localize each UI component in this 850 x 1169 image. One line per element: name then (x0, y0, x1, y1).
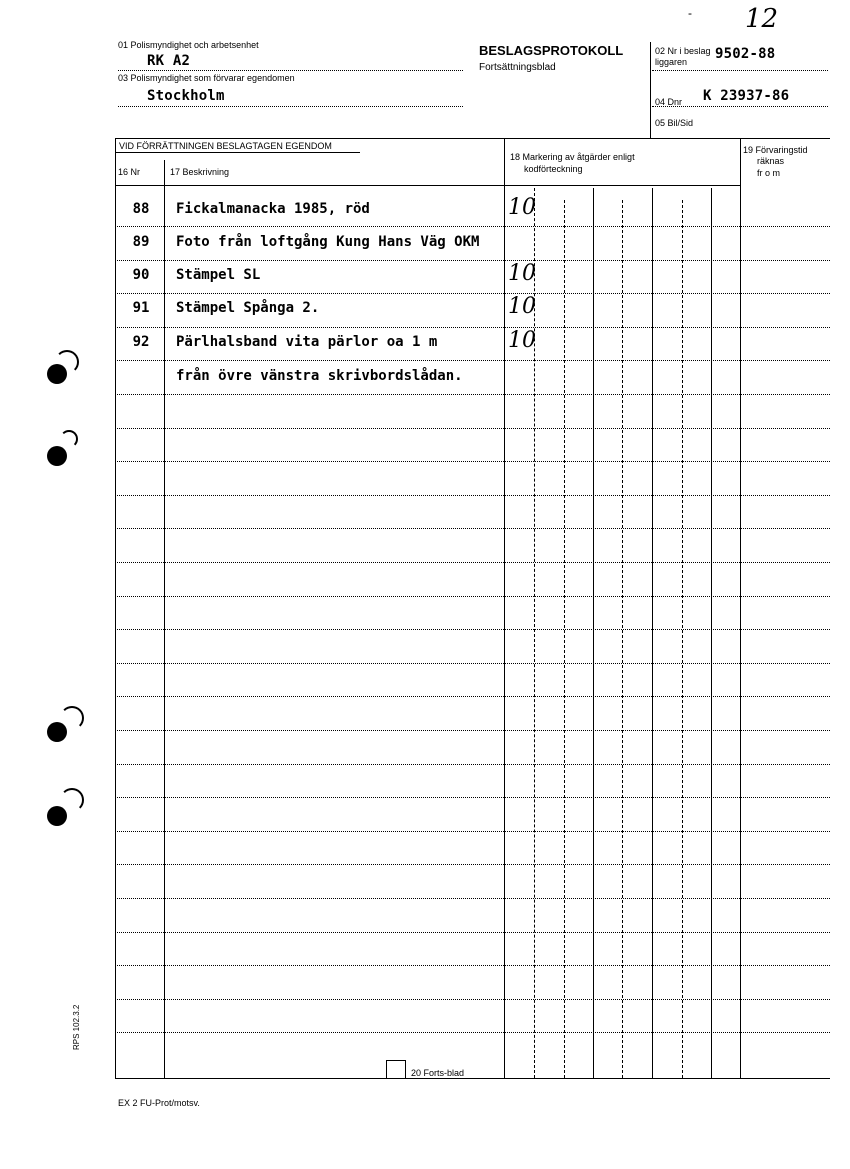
table-row (0, 326, 850, 360)
field02-label-line1: 02 Nr i beslag (655, 46, 711, 56)
row-ruling (115, 562, 830, 563)
form-title: BESLAGSPROTOKOLL (479, 43, 624, 58)
field01-label: 01 Polismyndighet och arbetsenhet (118, 40, 259, 50)
field02-underline (652, 70, 828, 71)
col16-header: 16 Nr (118, 167, 141, 177)
row-ruling (115, 965, 830, 966)
row-ruling (115, 999, 830, 1000)
field02-value: 9502-88 (715, 46, 776, 62)
row-ruling (115, 394, 830, 395)
table-top-border (115, 138, 830, 139)
row-mark: 10 (508, 328, 536, 353)
row-ruling (115, 428, 830, 429)
row-ruling (115, 797, 830, 798)
row-ruling (115, 730, 830, 731)
row-description: Pärlhalsband vita pärlor oa 1 m (176, 334, 438, 350)
row-nr: 91 (132, 300, 150, 316)
table-row (0, 226, 850, 260)
field03-label: 03 Polismyndighet som förvarar egendomen (118, 73, 295, 83)
col18-header-line1: 18 Markering av åtgärder enligt (510, 152, 635, 162)
row-nr: 92 (132, 334, 150, 350)
row-ruling (115, 461, 830, 462)
row-ruling (115, 696, 830, 697)
row-nr: 88 (132, 201, 150, 217)
header-right-divider (650, 42, 651, 138)
row-description: Foto från loftgång Kung Hans Väg OKM (176, 234, 480, 250)
col17-header: 17 Beskrivning (170, 167, 230, 177)
header-bottom-border (115, 185, 740, 186)
row-ruling (115, 528, 830, 529)
row-ruling (115, 864, 830, 865)
col19-header-line1: 19 Förvaringstid (743, 145, 808, 155)
table-row (0, 360, 850, 394)
binder-hole-icon (47, 364, 67, 384)
table-row (0, 193, 850, 227)
field03-value: Stockholm (147, 88, 225, 104)
row-ruling (115, 898, 830, 899)
section-header: VID FÖRRÄTTNINGEN BESLAGTAGEN EGENDOM (119, 141, 332, 151)
row-nr: 89 (132, 234, 150, 250)
row-ruling (115, 932, 830, 933)
distribution-note: EX 2 FU-Prot/motsv. (118, 1098, 200, 1108)
row-ruling (115, 596, 830, 597)
row-ruling (115, 495, 830, 496)
row-ruling (115, 1032, 830, 1033)
binder-ring-icon (60, 430, 78, 448)
form-subtitle: Fortsättningsblad (479, 62, 556, 73)
section-header-underline (115, 152, 360, 153)
row-mark: 10 (508, 195, 536, 220)
row-ruling (115, 764, 830, 765)
row-mark: 10 (508, 261, 536, 286)
binder-hole-icon (47, 806, 67, 826)
row-description: Fickalmanacka 1985, röd (176, 201, 370, 217)
row-ruling (115, 831, 830, 832)
row-nr: 90 (132, 267, 150, 283)
row-description: Stämpel SL (176, 267, 261, 283)
field05-label: 05 Bil/Sid (655, 118, 694, 128)
field01-value: RK A2 (147, 53, 191, 69)
field20-checkbox[interactable] (386, 1060, 406, 1079)
row-description: från övre vänstra skrivbordslådan. (176, 368, 463, 384)
field01-underline (118, 70, 463, 71)
field04-underline (652, 106, 828, 107)
field04-value: K 23937-86 (703, 88, 790, 104)
top-dash: - (688, 6, 692, 20)
page-number: 12 (745, 4, 779, 34)
binder-hole-icon (47, 446, 67, 466)
field03-underline (118, 106, 463, 107)
field04-label: 04 Dnr (655, 97, 683, 107)
row-mark: 10 (508, 294, 536, 319)
table-row (0, 292, 850, 326)
row-description: Stämpel Spånga 2. (176, 300, 320, 316)
field02-label-line2: liggaren (655, 57, 688, 67)
field20-label: 20 Forts-blad (411, 1068, 465, 1078)
table-row (0, 259, 850, 293)
table-bottom-border (115, 1078, 830, 1079)
row-ruling (115, 629, 830, 630)
col18-header-line2: kodförteckning (524, 164, 583, 174)
col19-header-line3: fr o m (757, 168, 781, 178)
row-ruling (115, 663, 830, 664)
form-code: RPS 102.3.2 (72, 1004, 81, 1050)
binder-hole-icon (47, 722, 67, 742)
col19-header-line2: räknas (757, 156, 785, 166)
